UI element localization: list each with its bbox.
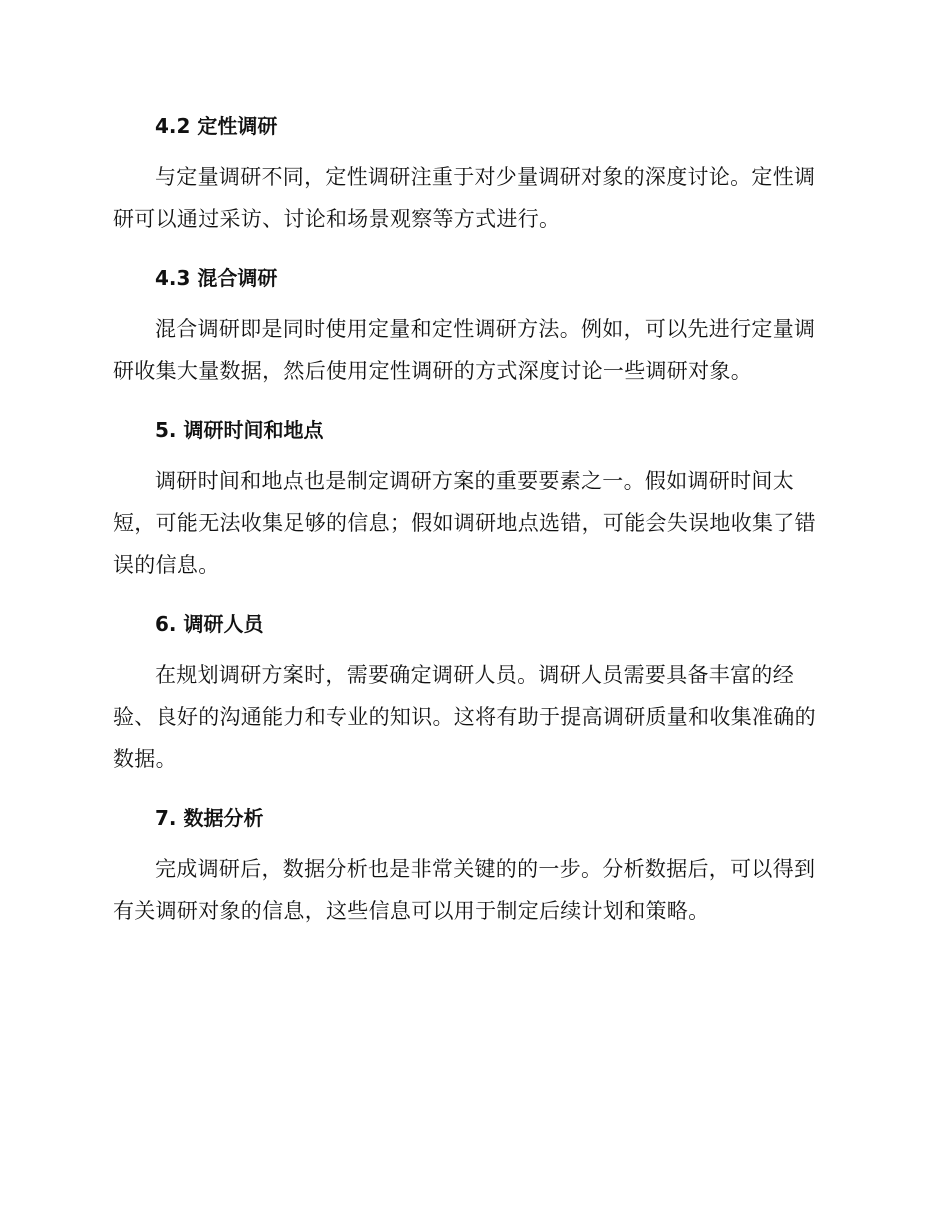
- section-heading: 6. 调研人员: [155, 612, 264, 636]
- section-heading: 7. 数据分析: [155, 806, 264, 830]
- section-4-3: [113, 262, 830, 392]
- section-4-2: [113, 110, 830, 240]
- section-paragraph: 调研时间和地点也是制定调研方案的重要要素之一。假如调研时间太短，可能无法收集足够的信息；假如调研地点选错，可能会失误地收集了错误的信息。: [113, 469, 816, 577]
- section-5: [113, 414, 830, 586]
- section-heading: 4.2 定性调研: [155, 114, 278, 138]
- section-6: [113, 608, 830, 780]
- section-heading: 5. 调研时间和地点: [155, 418, 324, 442]
- section-paragraph: 在规划调研方案时，需要确定调研人员。调研人员需要具备丰富的经验、良好的沟通能力和专业的知识。这将有助于提高调研质量和收集准确的数据。: [113, 663, 816, 771]
- section-7: [113, 802, 830, 932]
- section-heading: 4.3 混合调研: [155, 266, 278, 290]
- section-paragraph: 完成调研后，数据分析也是非常关键的的一步。分析数据后，可以得到有关调研对象的信息，这些信息可以用于制定后续计划和策略。: [113, 857, 816, 923]
- section-paragraph: 与定量调研不同，定性调研注重于对少量调研对象的深度讨论。定性调研可以通过采访、讨论和场景观察等方式进行。: [113, 165, 816, 231]
- section-paragraph: 混合调研即是同时使用定量和定性调研方法。例如，可以先进行定量调研收集大量数据，然后使用定性调研的方式深度讨论一些调研对象。: [113, 317, 816, 383]
